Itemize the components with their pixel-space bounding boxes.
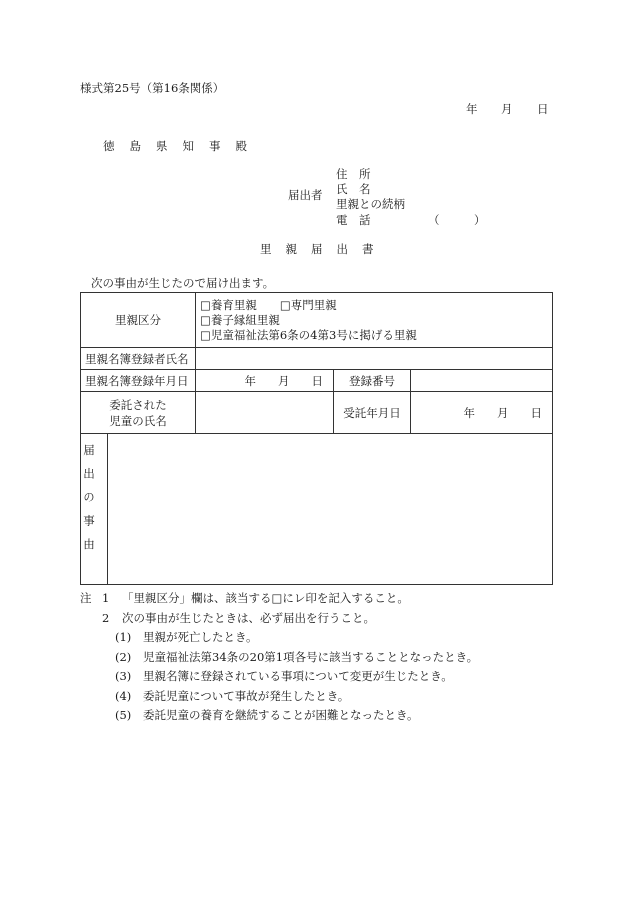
registration-date-day: 日 (311, 373, 323, 388)
note-item-2: 2 次の事由が生じたときは、必ず届出を行うこと。 (102, 610, 375, 625)
note-subitem-1: (1) 里親が死亡したとき。 (115, 630, 258, 644)
date-day: 日 (537, 102, 549, 116)
category-options[interactable] (196, 293, 553, 348)
applicant-phone-paren: （ ） (428, 213, 486, 227)
category-label: 里親区分 (81, 293, 196, 348)
category-option-foster-specialist[interactable]: □養育里親 □専門里親 (200, 297, 337, 312)
category-option-adoption[interactable]: □養子縁組里親 (200, 312, 280, 327)
placement-date-field[interactable] (411, 392, 553, 434)
notes-section (80, 589, 478, 726)
note-subitem-2: (2) 児童福祉法第34条の20第1項各号に該当することとなったとき。 (115, 649, 479, 664)
child-name-field[interactable] (196, 392, 334, 434)
placement-date-label: 受託年月日 (334, 392, 411, 434)
placement-date-month: 月 (497, 405, 509, 420)
reason-field[interactable] (108, 434, 553, 585)
addressee: 徳島県知事殿 (103, 139, 262, 153)
placement-date-year: 年 (463, 405, 476, 420)
intro-text: 次の事由が生じたので届け出ます。 (91, 276, 275, 290)
category-option-article6[interactable]: □児童福祉法第6条の4第3号に掲げる里親 (200, 327, 417, 342)
placement-date-day: 日 (530, 405, 543, 420)
date-month: 月 (501, 102, 513, 116)
note-item-1: 注 1 「里親区分」欄は、該当する□にレ印を記入すること。 (80, 589, 478, 609)
notes-prefix: 注 (80, 591, 92, 605)
registration-date-year: 年 (244, 373, 256, 388)
date-year: 年 (466, 102, 478, 116)
registration-number-field[interactable] (411, 370, 553, 392)
document-title: 里親届出書 (260, 242, 388, 256)
applicant-name: 氏 名 (336, 182, 371, 196)
report-form-table (80, 292, 553, 585)
registrant-name-label: 里親名簿登録者氏名 (81, 348, 196, 370)
registrant-name-field[interactable] (196, 348, 553, 370)
applicant-address: 住 所 (336, 167, 371, 181)
registration-number-label: 登録番号 (334, 370, 411, 392)
registration-date-field[interactable] (196, 370, 334, 392)
note-subitem-4: (4) 委託児童について事故が発生したとき。 (115, 688, 350, 703)
child-name-label: 委託された 児童の氏名 (81, 392, 196, 434)
applicant-phone: 電 話 (336, 213, 371, 227)
registration-date-month: 月 (278, 373, 290, 388)
registration-date-label: 里親名簿登録年月日 (81, 370, 196, 392)
note-subitem-5: (5) 委託児童の養育を継続することが困難となったとき。 (115, 708, 419, 722)
reason-label-cell (81, 434, 108, 585)
applicant-label: 届出者 (288, 188, 323, 202)
note-subitem-3: (3) 里親名簿に登録されている事項について変更が生じたとき。 (115, 669, 453, 683)
reason-label: 届出の事由 (82, 444, 96, 562)
applicant-relation: 里親との続柄 (336, 197, 405, 211)
form-number: 様式第25号（第16条関係） (80, 81, 225, 95)
